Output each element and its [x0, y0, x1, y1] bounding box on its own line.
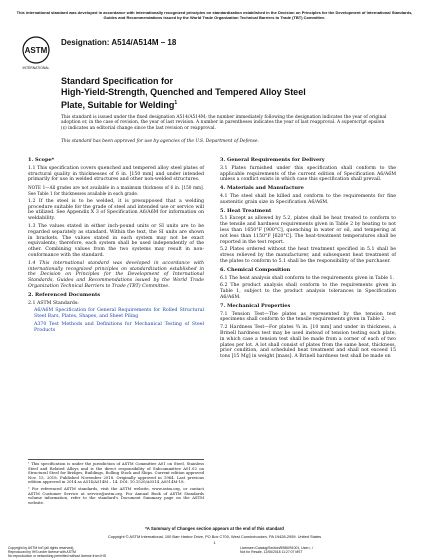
chem-heading: 6. Chemical Composition: [220, 266, 291, 273]
astm-logo: [18, 35, 54, 71]
materials-4-1: 4.1 The steel shall be killed and conform to the requirements for fine austenitic grain size in Specification A6/A6M.: [220, 193, 396, 205]
footnotes: [28, 459, 204, 507]
license-right: Licensee=Catalog/Section/5986091001, User=, / Not for Resale, 12/06/2018 11:27:07 MST: [240, 546, 314, 554]
summary-of-changes-notice: *A Summary of Changes section appears at the end of this standard: [145, 526, 284, 531]
heat-heading: 5. Heat Treatment: [220, 207, 272, 214]
general-heading: 3. General Requirements for Delivery: [220, 157, 325, 163]
note-1: NOTE 1—All grades are not available in a maximum thickness of 6 in. [150 mm]. See Table 1 for thicknesses available in each grade.: [28, 185, 204, 196]
mech-7-1: 7.1 Tension Test—The plates as represented by the tension test specimens shall conform to the tensile requirements given in Table 2.: [220, 311, 396, 323]
refdoc-a6-link[interactable]: A6/A6M Specification for General Requirements for Rolled Structural Steel Bars, Plates, Shapes, and Sheet Piling: [34, 308, 204, 320]
footnote-1: ¹ This specification is under the jurisdiction of ASTM Committee A01 on Steel, Stainless Steel and Related Alloys and is the direct responsibility of Subcommittee A01.02 on Structural Steel for Bridges, Buildings, Rolling Stock and Ships. Current edition approved Nov. 15, 2018. Published November 2018. Originally approved in 1964. Last previous edition approved in 2014 as A514/A514M – 14. DOI: 10.1520/A0514_A0514M-18.: [28, 461, 204, 485]
mech-heading: 7. Mechanical Properties: [220, 302, 291, 309]
scope-1-1: 1.1 This specification covers quenched and tempered alloy steel plates of structural quality in thicknesses of 6 in. [150 mm] and under intended primarily for use in welded structures and other non-welded structures.: [28, 165, 204, 183]
footnote-2: ² For referenced ASTM standards, visit the ASTM website, www.astm.org, or contact ASTM Customer Service at service@astm.org. For Annual Book of ASTM Standards volume information, refer to the standard's Document Summary page on the ASTM website.: [28, 485, 204, 505]
designation: Designation: A514/A514M – 18: [61, 38, 177, 47]
mech-7-2: 7.2 Hardness Test—For plates ¾ in. [10 mm] and under in thickness, a Brinell hardness test may be used instead of tension testing each plate, in which case a tension test shall be made from a corner of each of two plates per lot. A lot shall consist of plates from the same heat, thickness, prior condition, and scheduled heat treatment and shall not exceed 15 tons [15 Mg] in weight [mass]. A Brinell hardness test shall be made on: [220, 325, 396, 360]
scope-heading: 1. Scope*: [28, 157, 55, 163]
license-left: Copyright by ASTM Int'l (all rights reserved); Reproduced by IHS under license with ASTM No reproduction or networking permitted without license from IHS: [8, 546, 106, 558]
refdocs-2-1: 2.1 ASTM Standards:: [28, 300, 79, 306]
scope-1-2: 1.2 If the steel is to be welded, it is presupposed that a welding procedure suitable for the grade of steel and intended use or service will be utilized. See Appendix X 3 of Specification A6/A6M for information on weldability.: [28, 198, 204, 222]
scope-1-4: 1.4 This international standard was developed in accordance with internationally recognized principles on standardization established in the Decision on Principles for the Development of International Standards, Guides and Recommendations issued by the World Trade Organization Technical Barriers to Trade (TBT) Committee.: [28, 260, 204, 289]
title-line2: High-Yield-Strength, Quenched and Tempered Alloy Steel: [61, 87, 306, 97]
materials-heading: 4. Materials and Manufacture: [220, 185, 304, 192]
heat-5-1: 5.1 Except as allowed by 5.2, plates shall be heat treated to conform to the tensile and hardness requirements given in Table 2 by heating to not less than 1650°F [900°C], quenching in water or oil, and tempering at not less than 1150°F [620°C]. The heat-treatment temperatures shall be reported in the test report.: [220, 216, 396, 245]
copyright-line: Copyright © ASTM International, 100 Barr Harbor Drive, PO Box C700, West Conshohocken, PA 19428-2959. United States: [107, 534, 322, 539]
refdocs-heading: 2. Referenced Documents: [28, 291, 101, 298]
document-title: [61, 76, 361, 111]
dod-notice: This standard has been approved for use by agencies of the U.S. Department of Defense.: [61, 139, 259, 144]
title-line1: Standard Specification for: [61, 76, 174, 86]
title-line3: Plate, Suitable for Welding$^1$: [61, 100, 178, 110]
right-column: [220, 155, 396, 362]
refdoc-a370-link[interactable]: A370 Test Methods and Definitions for Mechanical Testing of Steel Products: [34, 321, 204, 333]
standard-notice: This standard is issued under the fixed designation A514/A514M; the number immediately following the designation indicates the year of original adoption or, in the case of revision, the year of last revision. A number in parentheses indicates the year of last reapproval. A superscript epsilon (ε) indicates an editorial change since the last revision or reapproval.: [61, 115, 387, 131]
wto-notice: This international standard was developed in accordance with internationally recognized principles on standardization established in the Decision on Principles for the Development of International Standards, Guides and Recommendations issued by the World Trade Organization Technical Barriers to Trade (TBT) Committee.: [16, 10, 413, 20]
scope-1-3: 1.3 The values stated in either inch-pound units or SI units are to be regarded separately as standard. Within the text, the SI units are shown in brackets. The values stated in each system may not be exact equivalents; therefore, each system shall be used independently of the other. Combining values from the two systems may result in non-conformance with the standard.: [28, 223, 204, 258]
heat-5-2: 5.2 Plates ordered without the heat treatment specified in 5.1 shall be stress relieved by the manufacturer, and subsequent heat treatment of the plates to conform to 5.1 shall be the responsibility of the purchaser.: [220, 247, 396, 264]
left-column: [28, 155, 204, 336]
page-number: 1: [213, 540, 216, 545]
general-3-1: 3.1 Plates furnished under this specification shall conform to the applicable requirements of the current edition of Specification A6/A6M unless a conflict exists in which case this specification shall prevail.: [220, 165, 396, 183]
chem-6-1: 6.1 The heat analysis shall conform to the requirements given in Table 1.: [220, 275, 394, 281]
svg-text:ASTM: ASTM: [24, 46, 48, 55]
chem-6-2: 6.2 The product analysis shall conform to the requirements given in Table 1, subject to the product analysis tolerances in Specification A6/A6M.: [220, 283, 396, 300]
svg-text:INTERNATIONAL: INTERNATIONAL: [22, 66, 50, 70]
